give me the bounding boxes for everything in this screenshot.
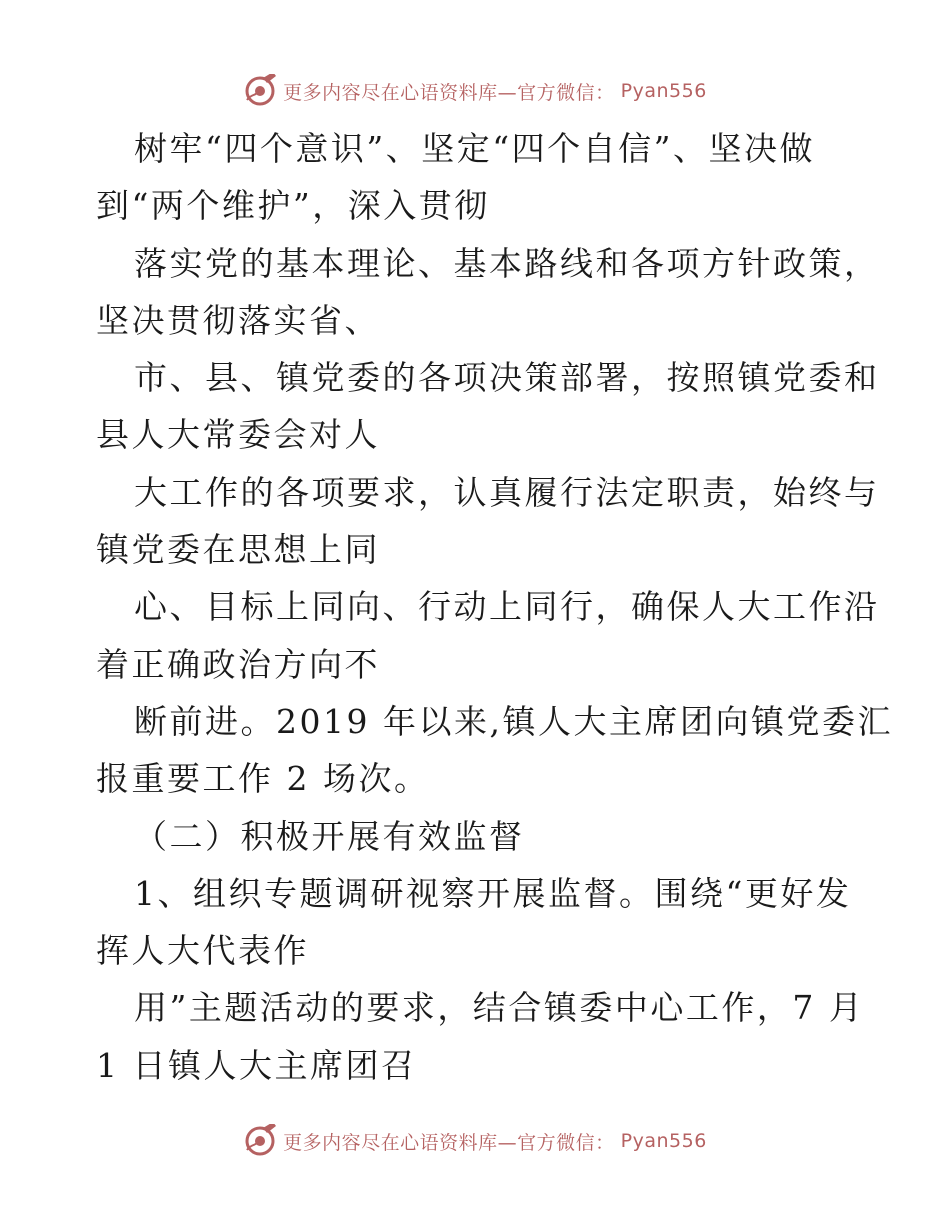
watermark-text: 更多内容尽在心语资料库—官方微信： xyxy=(283,81,615,104)
document-line: 着正确政治方向不 xyxy=(96,644,380,684)
document-line: 镇党委在思想上同 xyxy=(96,530,380,570)
document-line: （二）积极开展有效监督 xyxy=(134,816,525,856)
pen-circle-icon xyxy=(243,1124,277,1158)
watermark-text: 更多内容尽在心语资料库—官方微信： xyxy=(283,1131,615,1154)
watermark-header xyxy=(0,74,950,108)
document-line: 1、组织专题调研视察开展监督。围绕“更好发 xyxy=(134,873,852,913)
document-line: 县人大常委会对人 xyxy=(96,415,380,455)
document-line: 断前进。2019 年以来,镇人大主席团向镇党委汇 xyxy=(134,701,893,741)
document-line: 树牢“四个意识”、坚定“四个自信”、坚决做 xyxy=(134,129,815,168)
watermark-wechat-id: Pyan556 xyxy=(620,1130,707,1152)
document-line: 市、县、镇党委的各项决策部署，按照镇党委和 xyxy=(134,358,880,398)
document-line: 落实党的基本理论、基本路线和各项方针政策， xyxy=(134,243,880,283)
document-line: 心、目标上同向、行动上同行，确保人大工作沿 xyxy=(134,587,880,627)
document-line: 用”主题活动的要求，结合镇委中心工作，7 月 xyxy=(134,988,865,1028)
document-line: 到“两个维护”，深入贯彻 xyxy=(96,186,490,226)
document-line: 报重要工作 2 场次。 xyxy=(96,759,430,799)
watermark-wechat-id: Pyan556 xyxy=(620,80,707,102)
document-line: 大工作的各项要求，认真履行法定职责，始终与 xyxy=(134,472,880,512)
document-line: 挥人大代表作 xyxy=(96,931,309,971)
document-line: 坚决贯彻落实省、 xyxy=(96,300,380,340)
document-body xyxy=(96,120,893,1094)
pen-circle-icon xyxy=(243,74,277,108)
document-line: 1 日镇人大主席团召 xyxy=(96,1045,417,1085)
watermark-footer xyxy=(0,1124,950,1158)
